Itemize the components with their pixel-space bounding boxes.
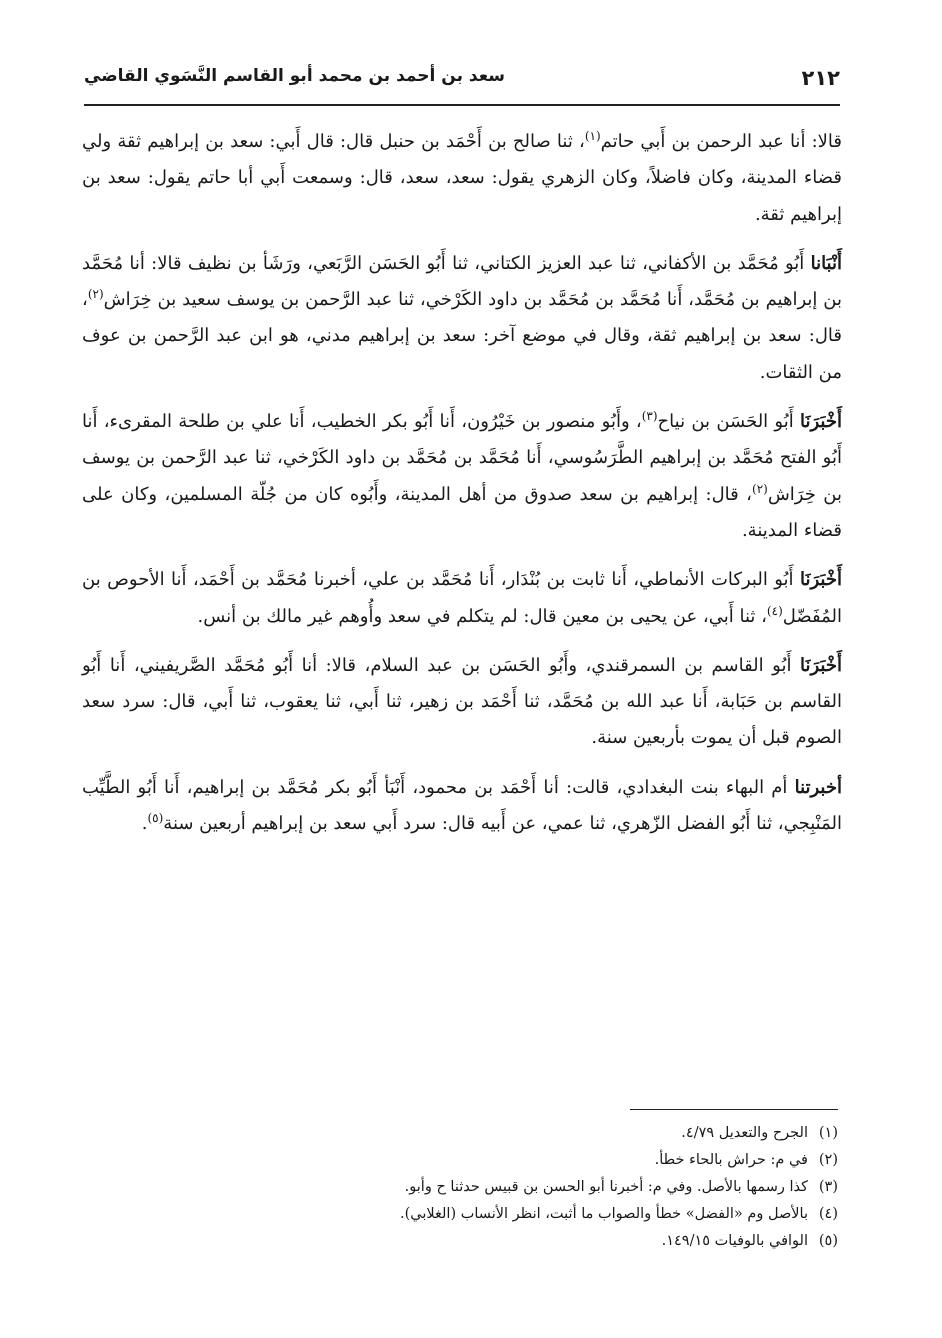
narration-lead-word: أَخْبَرَنَا — [800, 569, 842, 591]
running-title: سعد بن أحمد بن محمد أبو القاسم النَّسَوي القاضي — [84, 66, 506, 86]
main-text — [82, 124, 842, 855]
footnote-item — [82, 1174, 838, 1201]
page-header — [84, 66, 840, 100]
paragraph — [82, 562, 842, 635]
footnote-item — [82, 1120, 838, 1147]
footnote-reference: (٢) — [752, 481, 768, 496]
footnote-item — [82, 1228, 838, 1255]
footnote-number: (٢) — [818, 1152, 838, 1168]
paragraph — [82, 648, 842, 757]
footnote-reference: (٥) — [147, 811, 164, 826]
paragraph — [82, 124, 842, 233]
page-number: ٢١٢ — [801, 66, 840, 90]
footnote-number: (١) — [818, 1125, 838, 1141]
footnote-text: الوافي بالوفيات ١٤٩/١٥. — [661, 1233, 808, 1249]
footnote-text: الجرح والتعديل ٤/٧٩. — [681, 1125, 808, 1141]
footnote-reference: (٢) — [87, 287, 104, 302]
paragraph-text: أَبُو القاسم بن السمرقندي، وأَبُو الحَسَن بن عبد السلام، قالا: أنا أَبُو مُحَمَّد الصَّريفيني، أَنا أَبُو القاسم بن حَبَابة، أَنا عبد الله بن مُحَمَّد، ثنا أَحْمَد بن زهير، ثنا أَبي، ثنا يعقوب، ثنا أَبي، قال: سرد سعد الصوم قبل أن يموت بأربعين سنة. — [82, 654, 842, 749]
paragraph-text: قالا: أنا عبد الرحمن بن أَبي حاتم — [600, 131, 843, 152]
footnote-text: كذا رسمها بالأصل. وفي م: أخبرنا أبو الحسن بن قبيس حدثنا ح وأبو. — [404, 1179, 808, 1195]
header-rule — [84, 104, 840, 106]
paragraph-text: ، قال: سعد بن إبراهيم ثقة، وقال في موضع آخر: سعد بن إبراهيم مدني، هو ابن عبد الرَّحمن بن عوف من الثقات. — [82, 289, 842, 383]
paragraph-text: أَبُو البركات الأنماطي، أَنا ثابت بن بُنْدَار، أَنا مُحَمَّد بن علي، أخبرنا مُحَمَّد بن أَحْمَد، أَنا الأحوص بن المُفَضّل — [82, 569, 842, 627]
paragraph-text: أَبُو مُحَمَّد بن الأكفاني، ثنا عبد العزيز الكتاني، ثنا أَبُو الحَسَن الرَّبَعي، ورَشَأ بن نظيف قالا: أنا مُحَمَّد بن إبراهيم بن مُحَمَّد، أَنا مُحَمَّد بن مُحَمَّد بن داود الكَرْخي، ثنا عبد الرَّحمن بن يوسف سعيد بن خِرَاش — [82, 252, 842, 311]
paragraph-text: أم البهاء بنت البغدادي، قالت: أنا أَحْمَد بن محمود، أَنْبَأ أَبُو بكر مُحَمَّد بن إبراهيم، أَنا أَبُو الطَّيِّب المَنْبِجي، ثنا أَبُو الفضل الزّهري، ثنا عمي، عن أَبيه قال: سرد أَبي سعد بن إبراهيم أربعين سنة — [82, 776, 842, 835]
paragraph-text: ، وأَبُو منصور بن خَيْرُون، أَنا أَبُو بكر الخطيب، أَنا علي بن طلحة المقرىء، أَنا أَبُو الفتح مُحَمَّد بن إبراهيم الطَّرَسُوسي، أَنا مُحَمَّد بن مُحَمَّد بن داود الكَرْخي، ثنا عبد الرَّحمن بن يوسف بن خِرَاش — [82, 411, 842, 505]
footnote-text: بالأصل وم «الفضل» خطأ والصواب ما أثبت، انظر الأنساب (الغلابي). — [399, 1206, 808, 1222]
footnote-number: (٤) — [818, 1206, 838, 1222]
footnote-rule — [630, 1109, 838, 1110]
paragraph-text: ، ثنا أَبي، عن يحيى بن معين قال: لم يتكلم في سعد وأُوهم غير مالك بن أنس. — [197, 605, 767, 627]
narration-lead-word: أَخْبَرَنَا — [800, 411, 842, 433]
footnote-reference: (٣) — [641, 409, 658, 424]
paragraph — [82, 404, 842, 549]
narration-lead-word: أَخْبَرَنَا — [800, 654, 842, 676]
paragraph-text: أَبُو الحَسَن بن نياح — [657, 411, 800, 433]
narration-lead-word: أخبرتنا — [794, 776, 842, 798]
footnote-number: (٣) — [818, 1179, 838, 1195]
paragraph — [82, 770, 842, 843]
footnote-item — [82, 1201, 838, 1228]
footnotes — [82, 1120, 838, 1255]
paragraph — [82, 246, 842, 391]
footnote-text: في م: حراش بالحاء خطأ. — [654, 1152, 808, 1168]
footnote-item — [82, 1147, 838, 1174]
paragraph-text: ، ثنا صالح بن أَحْمَد بن حنبل قال: قال أَبي: سعد بن إبراهيم ثقة ولي قضاء المدينة، وكان فاضلاً، وكان الزهري يقول: سعد، سعد، قال: وسمعت أَبي أبا حاتم يقول: سعد بن إبراهيم ثقة. — [82, 131, 842, 225]
paragraph-text: . — [141, 813, 148, 835]
footnote-number: (٥) — [818, 1233, 838, 1249]
footnote-reference: (١) — [584, 129, 601, 143]
narration-lead-word: أَنْبَانا — [810, 252, 842, 274]
paragraph-text: ، قال: إبراهيم بن سعد صدوق من أهل المدينة، وأَبُوه كان من جُلّة المسلمين، وكان على قضاء المدينة. — [82, 483, 842, 541]
footnote-reference: (٤) — [766, 603, 783, 618]
